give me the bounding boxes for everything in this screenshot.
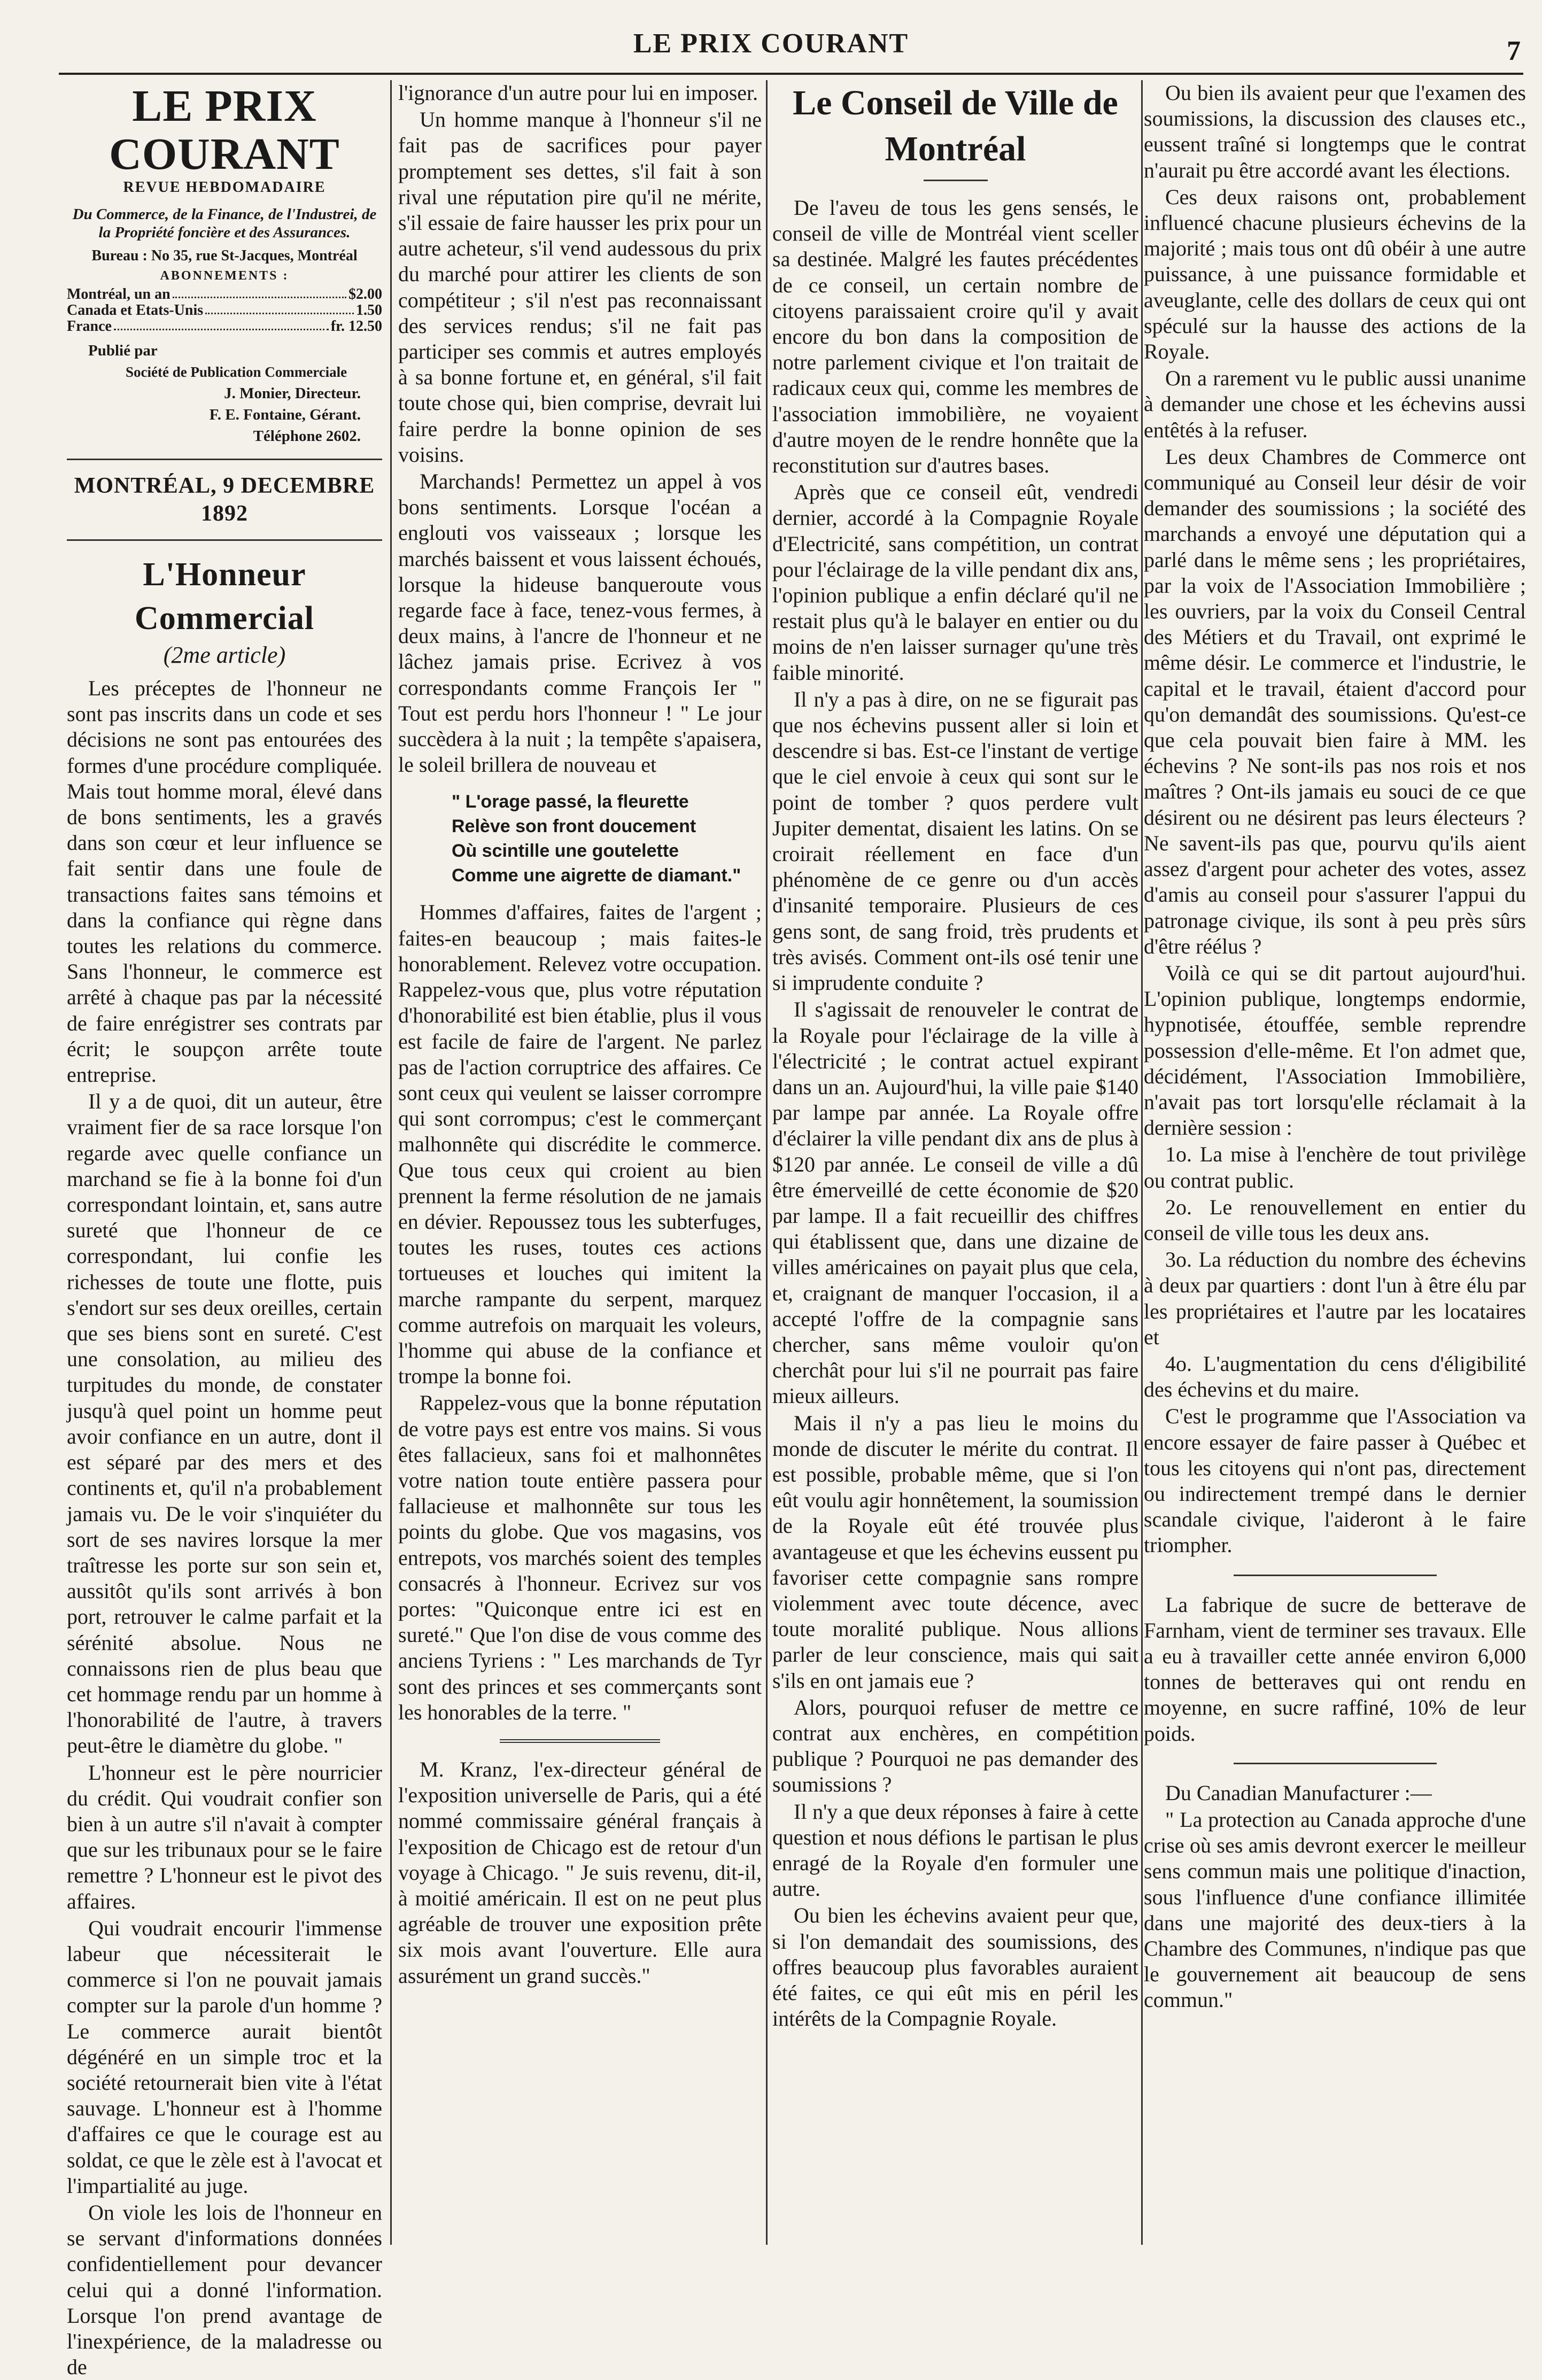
paragraph: Ou bien ils avaient peur que l'examen des soumissions, la discussion des clauses etc., eussent traîné si longtemps que le contrat n'aurait pu être accordé avant les élections.: [1144, 81, 1526, 182]
masthead-description: Du Commerce, de la Finance, de l'Industrei, de la Propriété foncière et des Assurances.: [72, 206, 377, 241]
paragraph: On a rarement vu le public aussi unanime à demander une chose et les échevins aussi entêtés à la refuser.: [1144, 366, 1526, 442]
paragraph: C'est le programme que l'Association va encore essayer de faire passer à Québec et tous les citoyens qui n'ont pas, directement ou indirectement trempé dans le dernier scandale civique, l'aideront à le faire triompher.: [1144, 1404, 1526, 1557]
article-subtitle: (2me article): [163, 642, 286, 668]
subscription-row: Canada et Etats-Unis 1.50: [67, 302, 382, 319]
paragraph: Il n'y a que deux réponses à faire à cette question et nous défions le partisan le plus enragé de la Royale d'en formuler une autre.: [772, 1799, 1138, 1901]
divider: [1234, 1763, 1437, 1764]
subscription-row: Montréal, un an $2.00: [67, 286, 382, 303]
paragraph: Mais il n'y a pas lieu le moins du monde de discuter le mérite du contrat. Il est possible, probable même, que si l'on eût voulu agir honnêtement, la soumission de la Royale eût été trouvée plus avantageuse et que les échevins eussent pu favoriser cette compagnie sans rompre violemment avec toute décence, avec toute moralité publique. Nous allions parler de leur conscience, mais qui sait s'ils en ont jamais eue ?: [772, 1410, 1138, 1693]
subscriptions-heading: ABONNEMENTS :: [160, 269, 289, 283]
divider: [67, 539, 382, 541]
article-body: [398, 900, 762, 1725]
masthead-title: LE PRIX COURANT: [109, 81, 340, 179]
masthead: [67, 82, 382, 447]
paragraph: De l'aveu de tous les gens sensés, le conseil de ville de Montréal vient sceller sa destinée. Malgré les fautes précédentes de ce conseil, un certain nombre de citoyens paraissaient croire qu'il y avait encore du bon dans la composition de notre parlement civique et l'on traitait de radicaux ceux qui, comme les membres de l'association immobilière, ne voyaient d'autre moyen de le rendre honnête que la reconstitution sur d'autres bases.: [772, 196, 1138, 478]
paragraph: Un homme manque à l'honneur s'il ne fait pas de sacrifices pour payer promptement ses dettes, s'il fait à son rival une réputation pire qu'il ne mérite, s'il essaie de faire hausser les prix pour un autre acheteur, s'il vend audessous du prix du marché pour attirer les clients de son compétiteur ; s'il n'est pas reconnaissant des services rendus; s'il ne fait pas participer ses commis et autres employés à sa bonne fortune et, en général, s'il fait toute chose qui, bien comprise, devrait lui faire perdre la bonne opinion de ses voisins.: [398, 107, 762, 467]
masthead-published-by: Publié par: [88, 342, 158, 359]
article-body: [398, 80, 762, 778]
article-body: [67, 676, 382, 2380]
masthead-staff: F. E. Fontaine, Gérant.: [209, 406, 361, 423]
verse-line: Comme une aigrette de diamant.": [452, 865, 741, 886]
paragraph: 3o. La réduction du nombre des échevins à deux par quartiers : dont l'un à être élu par les propriétaires et l'autre par les locataires et: [1144, 1247, 1526, 1349]
column-4: [1144, 80, 1526, 2245]
verse-line: Où scintille une goutelette: [452, 841, 679, 862]
paragraph: 2o. Le renouvellement en entier du conseil de ville tous les deux ans.: [1144, 1195, 1526, 1245]
article-body: [772, 195, 1138, 2032]
column-rule: [766, 80, 768, 2245]
masthead-society: Société de Publication Commerciale: [126, 364, 347, 380]
verse: [452, 789, 762, 888]
paragraph: Voilà ce qui se dit partout aujourd'hui. L'opinion publique, longtemps endormie, hypnotisée, étouffée, semble reprendre possession d'elle-même. Et l'on admet que, décidément, l'Association Immobilière, n'avait pas tort lorsqu'elle réclamait à la dernière session :: [1144, 960, 1526, 1140]
paragraph: L'honneur est le père nourricier du crédit. Qui voudrait confier son bien à un autre s'il n'avait à compter que sur les tribunaux pour se le faire remettre ? L'honneur est le pivot des affaires.: [67, 1760, 382, 1913]
masthead-office: Bureau : No 35, rue St-Jacques, Montréal: [91, 247, 358, 264]
paragraph: Il y a de quoi, dit un auteur, être vraiment fier de sa race lorsque l'on regarde avec quelle confiance un marchand se fie à la bonne foi d'un correspondant lointain, et, sans autre sureté que l'honneur de ce correspondant, lui confie les richesses de toute une flotte, puis s'endort sur ses deux oreilles, certain que ses biens sont en sureté. C'est une consolation, au milieu des turpitudes du monde, de constater jusqu'à quel point un homme peut avoir confiance en un autre, dont il est séparé par des mers et des continents et, qu'il n'a probablement jamais vu. De le voir s'inquiéter du sort de ses navires lorsque la mer traîtresse les porte sur son sein et, aussitôt qu'ils sont arrivés à bon port, retrouver le calme parfait et la sérénité absolue. Nous ne connaissons rien de plus beau que cet hommage rendu par un homme à l'honorabilité de l'autre, à travers peut-être le diamètre du globe. ": [67, 1089, 382, 1758]
paragraph: Ces deux raisons ont, probablement influencé chacune plusieurs échevins de la majorité ; mais tous ont dû obéir à une autre puissance, à une puissance formidable et aveuglante, celle des dollars de ceux qui ont spéculé sur la hausse des actions de la Royale.: [1144, 184, 1526, 364]
paragraph: On viole les lois de l'honneur en se servant d'informations données confidentiellement pour devancer celui qui a donné l'information. Lorsque l'on prend avantage de l'inexpérience, de la maladresse ou de: [67, 2200, 382, 2379]
article-body: [1144, 80, 1526, 1559]
paragraph: Les préceptes de l'honneur ne sont pas inscrits dans un code et ses décisions ne sont pas entourées des formes d'une procédure compliquée. Mais tout homme moral, élevé dans de bons sentiments, les a gravés dans son cœur et leur influence se fait sentir dans une foule de transactions faites sans témoins et dans la confiance qui règne dans toutes les relations du commerce. Sans l'honneur, le commerce est arrêté à chaque pas par la nécessité de faire enrégistrer ses contrats par écrit; le soupçon arrête toute entreprise.: [67, 676, 382, 1087]
paragraph: Il s'agissait de renouveler le contrat de la Royale pour l'éclairage de la ville à l'électricité ; le contrat actuel expirant dans un an. Aujourd'hui, la ville paie $140 par lampe par année. La Royale offre d'éclairer la ville pendant dix ans de plus à $120 par année. Le conseil de ville a dû être émerveillé de cette économie de $20 par lampe. Il a fait recueillir des chiffres qui établissent que, dans une dizaine de villes américaines on payait plus que cela, et, craignant de manquer l'occasion, il a accepté l'offre de la compagnie sans chercher, sans même vouloir qu'on cherchât pour lui s'il ne pourrait pas faire mieux ailleurs.: [772, 997, 1138, 1408]
article-kranz: M. Kranz, l'ex-directeur général de l'exposition universelle de Paris, qui a été nommé commissaire général français à l'exposition de Chicago est de retour d'un voyage à Chicago. " Je suis revenu, dit-il, à moitié américain. Il est on ne peut plus agréable de trouver une exposition prête six mois avant l'ouverture. Elle aura assurément un grand succès.": [398, 1757, 762, 1988]
paragraph: Hommes d'affaires, faites de l'argent ; faites-en beaucoup ; mais faites-le honorablement. Relevez votre occupation. Rappelez-vous que, plus votre réputation d'honorabilité est bien établie, plus il vous est facile de faire de l'argent. Ne parlez pas de l'action corruptrice des affaires. Ce sont ceux qui veulent se laisser corrompre qui sont corrompus; c'est le commerçant malhonnête qui discrédite le commerce. Que tous ceux qui croient au bien prennent la ferme résolution de ne jamais en dévier. Repoussez tous les subterfuges, toutes les ruses, toutes ces actions tortueuses et louches qui imitent la marche rampante du serpent, marquez comme autrefois on marquait les voleurs, l'homme qui abuse de la confiance et trompe la bonne foi.: [398, 900, 762, 1389]
article-sucre: La fabrique de sucre de betterave de Farnham, vient de terminer ses travaux. Elle a eu à travailler cette année environ 6,000 tonnes de betteraves qui ont rendu en moyenne, en sucre raffiné, 10% de leur poids.: [1144, 1592, 1526, 1746]
paragraph: Ou bien les échevins avaient peur que, si l'on demandait des soumissions, des offres beaucoup plus favorables auraient été faites, ce qui eût mis en péril les intérêts de la Compagnie Royale.: [772, 1903, 1138, 2031]
verse-line: Relève son front doucement: [452, 816, 696, 837]
paragraph: Après que ce conseil eût, vendredi dernier, accordé à la Compagnie Royale d'Electricité, sans compétition, un contrat pour l'éclairage de la ville pendant dix ans, l'opinion publique a enfin déclaré qu'il ne restait plus qu'à le balayer en entier ou du moins de n'en laisser surnager qu'une très faible minorité.: [772, 480, 1138, 685]
column-rule: [1141, 80, 1143, 2245]
paragraph: Il n'y a pas à dire, on ne se figurait pas que nos échevins pussent aller si loin et descendre si bas. Est-ce l'instant de vertige que le ciel envoie à ceux qui sont sur le point de tomber ? quos perdere vult Jupiter dementat, disaient les latins. On se croirait réellement en face d'un phénomène de ce genre ou d'un accès d'insanité temporaire. Plusieurs de ces gens sont, de sang froid, très prudents et très avisés. Comment ont-ils osé tenir une si imprudente conduite ?: [772, 687, 1138, 995]
dateline: MONTRÉAL, 9 DECEMBRE 1892: [74, 474, 375, 526]
masthead-staff: J. Monier, Directeur.: [224, 385, 361, 402]
verse-line: " L'orage passé, la fleurette: [452, 792, 689, 812]
column-2: [398, 80, 762, 2245]
divider: [924, 180, 988, 181]
article-title: L'Honneur Commercial: [135, 556, 314, 637]
subscription-row: France fr. 12.50: [67, 318, 382, 335]
running-head-title: LE PRIX COURANT: [633, 28, 909, 59]
divider: [500, 1739, 660, 1743]
divider: [1234, 1575, 1437, 1576]
paragraph: 4o. L'augmentation du cens d'éligibilité des échevins et du maire.: [1144, 1351, 1526, 1402]
paragraph: 1o. La mise à l'enchère de tout privilège ou contrat public.: [1144, 1142, 1526, 1192]
masthead-staff: Téléphone 2602.: [253, 428, 361, 445]
column-rule: [390, 80, 392, 2245]
paragraph: Marchands! Permettez un appel à vos bons sentiments. Lorsque l'océan a englouti vos vaisseaux ; lorsque les marchés baissent et vous laissent échoués, lorsque la hideuse banqueroute vous regarde face à face, tenez-vous fermes, à deux mains, à l'ancre de l'honneur et ne lâchez jamais prise. Ecrivez à vos correspondants comme François Ier " Tout est perdu hors l'honneur ! " Le jour succèdera à la nuit ; la tempête s'apaisera, le soleil brillera de nouveau et: [398, 469, 762, 777]
running-head: [0, 0, 1542, 80]
article-manufacturer-quote: " La protection au Canada approche d'une crise où ses amis devront exercer le meilleur sens commun mais une politique d'inaction, sous l'influence d'une confiance illimitée dans une majorité des deux-tiers à la Chambre des Communes, n'indique pas que le gouvernement ait beaucoup de sens commun.": [1144, 1808, 1526, 2012]
divider: [67, 459, 382, 460]
header-rule: [59, 73, 1523, 75]
column-1: [67, 80, 382, 2379]
paragraph: Qui voudrait encourir l'immense labeur que nécessiterait le commerce si l'on ne pouvait jamais compter sur la parole d'un homme ? Le commerce aurait bientôt dégénéré en un simple troc et la société retournerait bien vite à l'état sauvage. L'honneur est à l'homme d'affaires ce que le courage est au soldat, ce que le zèle est à l'avocat et l'impartialité au juge.: [67, 1916, 382, 2198]
masthead-subtitle: REVUE HEBDOMADAIRE: [123, 179, 326, 196]
column-3: [772, 80, 1138, 2245]
paragraph: Les deux Chambres de Commerce ont communiqué au Conseil leur désir de voir demander des soumissions ; la société des marchands a envoyé une députation qui a parlé dans le même sens ; les propriétaires, par la voix de l'Association Immobilière ; les ouvriers, par la voix du Conseil Central des Métiers et du Travail, ont exprimé le même désir. Le commerce et l'industrie, le capital et le travail, étaient d'accord pour qu'on demandât des soumissions. Qu'est-ce que cela pouvait bien faire à MM. les échevins ? Ne sont-ils pas nos rois et nos maîtres ? Ont-ils jamais eu souci de ce que désirent ou ne désirent pas leurs électeurs ? Ne savent-ils pas que, pourvu qu'ils aient assez d'argent pour acheter des votes, assez d'amis au conseil pour s'assurer l'appui du patronage civique, ils sont à peu près sûrs d'être réélus ?: [1144, 444, 1526, 958]
article-manufacturer-intro: Du Canadian Manufacturer :—: [1165, 1780, 1432, 1805]
page-number: 7: [1507, 36, 1521, 66]
article-title: Le Conseil de Ville de Montréal: [793, 83, 1118, 168]
paragraph: Rappelez-vous que la bonne réputation de votre pays est entre vos mains. Si vous êtes fallacieux, sans foi et malhonnêtes votre nation toute entière passera pour fallacieuse et malhonnête sur tous les points du globe. Que vos magasins, vos entrepots, vos marchés soient des temples consacrés à l'honneur. Ecrivez sur vos portes: "Quiconque entre ici est en sureté." Que l'on dise de vous comme des anciens Tyriens : " Les marchands de Tyr sont des princes et ses commerçants sont les honorables de la terre. ": [398, 1391, 762, 1724]
paragraph: Alors, pourquoi refuser de mettre ce contrat aux enchères, en compétition publique ? Pourquoi ne pas demander des soumissions ?: [772, 1695, 1138, 1797]
paragraph: l'ignorance d'un autre pour lui en imposer.: [398, 81, 758, 105]
